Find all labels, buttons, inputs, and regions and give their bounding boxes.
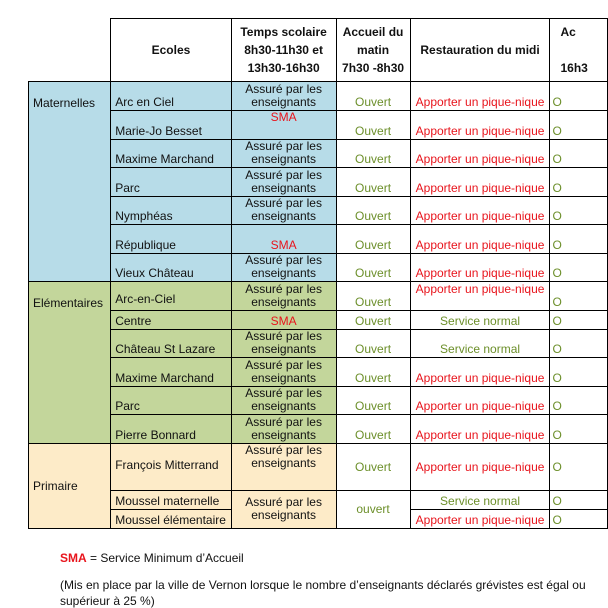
school-name: Château St Lazare: [111, 330, 231, 358]
restauration-status: Apporter un pique-nique: [410, 444, 550, 491]
restauration-status: Apporter un pique-nique: [410, 387, 550, 415]
accueil-status: Ouvert: [336, 168, 410, 197]
level-elementaires: Elémentaires: [29, 282, 111, 444]
temps-status: SMA: [231, 111, 336, 140]
temps-status: Assuré par les enseignants: [231, 254, 336, 282]
restauration-status: Apporter un pique-nique: [410, 282, 550, 311]
restauration-status: Apporter un pique-nique: [410, 111, 550, 140]
temps-status: Assuré par les enseignants: [231, 140, 336, 168]
table-row: [29, 415, 608, 444]
level-primaire: Primaire: [29, 444, 111, 529]
school-name: Nymphéas: [111, 197, 231, 225]
soir-status: O: [550, 168, 608, 197]
school-name: Pierre Bonnard: [111, 415, 231, 444]
school-name: Arc en Ciel: [111, 82, 231, 111]
soir-status: O: [550, 82, 608, 111]
temps-status: Assuré par les enseignants: [231, 330, 336, 358]
school-name: Marie-Jo Besset: [111, 111, 231, 140]
accueil-status: Ouvert: [336, 415, 410, 444]
temps-status: SMA: [231, 225, 336, 254]
soir-status: O: [550, 387, 608, 415]
soir-status: O: [550, 311, 608, 330]
table-row: [29, 111, 608, 140]
school-name: Parc: [111, 168, 231, 197]
restauration-status: Apporter un pique-nique: [410, 168, 550, 197]
accueil-status: Ouvert: [336, 225, 410, 254]
schools-strike-table: [28, 18, 608, 529]
temps-status: Assuré par les enseignants: [231, 415, 336, 444]
soir-status: O: [550, 197, 608, 225]
accueil-status: Ouvert: [336, 444, 410, 491]
header-ecoles: Ecoles: [111, 19, 231, 82]
header-accueil-matin: Accueil du matin 7h30 -8h30: [336, 19, 410, 82]
accueil-status: ouvert: [336, 491, 410, 529]
temps-status: Assuré par les enseignants: [231, 282, 336, 311]
table-row: [29, 140, 608, 168]
restauration-status: Apporter un pique-nique: [410, 415, 550, 444]
level-maternelles: Maternelles: [29, 82, 111, 282]
table-row: [29, 330, 608, 358]
header-corner: [29, 19, 111, 82]
accueil-status: Ouvert: [336, 140, 410, 168]
temps-status: Assuré par les enseignants: [231, 82, 336, 111]
soir-status: O: [550, 111, 608, 140]
restauration-status: Apporter un pique-nique: [410, 225, 550, 254]
temps-status: SMA: [231, 311, 336, 330]
restauration-status: Apporter un pique-nique: [410, 254, 550, 282]
restauration-status: Service normal: [410, 311, 550, 330]
accueil-status: Ouvert: [336, 82, 410, 111]
accueil-status: Ouvert: [336, 330, 410, 358]
legend-sma-definition: = Service Minimum d’Accueil: [86, 551, 244, 565]
temps-status: Assuré par les enseignants: [231, 491, 336, 529]
header-row: [29, 19, 608, 82]
school-name: Arc-en-Ciel: [111, 282, 231, 311]
soir-status: O: [550, 358, 608, 387]
table-row: [29, 444, 608, 491]
soir-status: O: [550, 225, 608, 254]
school-name: Maxime Marchand: [111, 140, 231, 168]
header-accueil-soir: Ac 16h3: [550, 19, 608, 82]
restauration-status: Apporter un pique-nique: [410, 82, 550, 111]
soir-status: O: [550, 491, 608, 510]
table-row: [29, 254, 608, 282]
legend-sma-abbrev: SMA: [60, 551, 87, 565]
header-temps-scolaire: Temps scolaire 8h30-11h30 et 13h30-16h30: [231, 19, 336, 82]
restauration-status: Apporter un pique-nique: [410, 140, 550, 168]
soir-status: O: [550, 330, 608, 358]
table-row: [29, 197, 608, 225]
accueil-status: Ouvert: [336, 282, 410, 311]
temps-status: Assuré par les enseignants: [231, 358, 336, 387]
school-name: Parc: [111, 387, 231, 415]
accueil-status: Ouvert: [336, 358, 410, 387]
table-row: [29, 82, 608, 111]
restauration-status: Apporter un pique-nique: [410, 197, 550, 225]
soir-status: O: [550, 415, 608, 444]
sma-legend: [60, 551, 244, 565]
restauration-status: Apporter un pique-nique: [410, 510, 550, 529]
soir-status: O: [550, 444, 608, 491]
sma-note: (Mis en place par la ville de Vernon lorsque le nombre d’enseignants déclarés grévistes est égal ou supérieur à 25 %): [60, 578, 586, 608]
restauration-status: Service normal: [410, 330, 550, 358]
table-row: [29, 282, 608, 311]
school-name: Vieux Château: [111, 254, 231, 282]
temps-status: Assuré par les enseignants: [231, 387, 336, 415]
soir-status: O: [550, 510, 608, 529]
school-name: Moussel maternelle: [111, 491, 231, 510]
restauration-status: Service normal: [410, 491, 550, 510]
school-name: République: [111, 225, 231, 254]
table-row: [29, 358, 608, 387]
header-restauration: Restauration du midi: [410, 19, 550, 82]
accueil-status: Ouvert: [336, 111, 410, 140]
soir-status: O: [550, 282, 608, 311]
soir-status: O: [550, 254, 608, 282]
accueil-status: Ouvert: [336, 311, 410, 330]
school-name: François Mitterrand: [111, 444, 231, 491]
table-row: [29, 491, 608, 510]
soir-status: O: [550, 140, 608, 168]
accueil-status: Ouvert: [336, 197, 410, 225]
table-row: [29, 225, 608, 254]
accueil-status: Ouvert: [336, 254, 410, 282]
temps-status: Assuré par les enseignants: [231, 168, 336, 197]
table-row: [29, 168, 608, 197]
school-name: Maxime Marchand: [111, 358, 231, 387]
school-name: Moussel élémentaire: [111, 510, 231, 529]
temps-status: Assuré par les enseignants: [231, 444, 336, 491]
table-row: [29, 311, 608, 330]
restauration-status: Apporter un pique-nique: [410, 358, 550, 387]
temps-status: Assuré par les enseignants: [231, 197, 336, 225]
accueil-status: Ouvert: [336, 387, 410, 415]
school-name: Centre: [111, 311, 231, 330]
table-row: [29, 387, 608, 415]
